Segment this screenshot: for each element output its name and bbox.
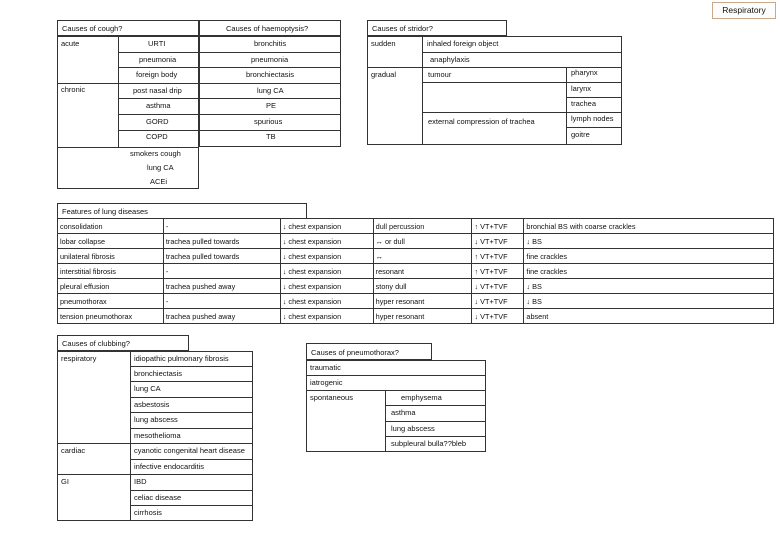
- haemoptysis-item: TB: [266, 132, 276, 141]
- lung-table-cell: hyper resonant: [373, 309, 472, 324]
- cough-item: asthma: [146, 101, 171, 110]
- lung-table-cell: consolidation: [58, 219, 164, 234]
- stridor-sudden-label: sudden: [371, 39, 396, 48]
- stridor-larynx: larynx: [571, 84, 592, 93]
- lung-table-cell: ↑ VT+TVF: [472, 249, 524, 264]
- haemoptysis-item: pneumonia: [251, 55, 289, 64]
- lung-table-cell: fine crackles: [524, 264, 774, 279]
- lung-table-row: [58, 234, 774, 249]
- lung-table-cell: ↓ BS: [524, 279, 774, 294]
- cough-item: post nasal drip: [133, 86, 182, 95]
- lung-table-cell: trachea pushed away: [163, 279, 280, 294]
- pneumothorax-spontaneous: spontaneous: [310, 393, 353, 402]
- stridor-trachea: trachea: [571, 99, 597, 108]
- haemoptysis-item: PE: [266, 101, 277, 110]
- lung-table-cell: ↓ chest expansion: [280, 279, 373, 294]
- cough-item: ACEi: [150, 177, 168, 186]
- clubbing-item: lung abscess: [134, 415, 178, 424]
- lung-table-cell: ↓ chest expansion: [280, 249, 373, 264]
- pneumothorax-title: Causes of pneumothorax?: [311, 348, 399, 357]
- lung-table-cell: ↓ BS: [524, 234, 774, 249]
- lung-table-cell: trachea pulled towards: [163, 249, 280, 264]
- stridor-lymph: lymph nodes: [571, 114, 614, 123]
- cough-acute-label: acute: [61, 39, 80, 48]
- lung-table-row: [58, 279, 774, 294]
- cough-item: URTI: [148, 39, 166, 48]
- stridor-inhaled: inhaled foreign object: [427, 39, 499, 48]
- lung-table-cell: ↔: [373, 249, 472, 264]
- cough-item: lung CA: [147, 163, 174, 172]
- pneumothorax-item: subpleural bulla??bleb: [391, 439, 467, 448]
- lung-table-cell: -: [163, 294, 280, 309]
- clubbing-item: infective endocarditis: [134, 462, 205, 471]
- stridor-anaphylaxis: anaphylaxis: [430, 55, 470, 64]
- clubbing-respiratory-label: respiratory: [61, 354, 97, 363]
- cough-item: COPD: [146, 132, 168, 141]
- haemoptysis-title: Causes of haemoptysis?: [226, 24, 309, 33]
- clubbing-item: asbestosis: [134, 400, 170, 409]
- pneumothorax-item: asthma: [391, 408, 416, 417]
- clubbing-item: IBD: [134, 477, 147, 486]
- pneumothorax-traumatic: traumatic: [310, 363, 341, 372]
- lung-table-cell: ↓ chest expansion: [280, 219, 373, 234]
- lung-table-cell: interstitial fibrosis: [58, 264, 164, 279]
- lung-table-cell: dull percussion: [373, 219, 472, 234]
- lung-table-cell: ↓ chest expansion: [280, 294, 373, 309]
- lung-table-row: [58, 294, 774, 309]
- lung-table-row: [58, 309, 774, 324]
- lung-table-row: [58, 264, 774, 279]
- pneumothorax-item: emphysema: [401, 393, 442, 402]
- respiratory-badge[interactable]: Respiratory: [712, 2, 776, 19]
- stridor-tumour: tumour: [428, 70, 452, 79]
- lung-table-cell: tension pneumothorax: [58, 309, 164, 324]
- lung-title: Features of lung diseases: [62, 207, 148, 216]
- clubbing-item: lung CA: [134, 384, 161, 393]
- lung-table-cell: ↓ VT+TVF: [472, 279, 524, 294]
- lung-table-row: [58, 219, 774, 234]
- lung-table-row: [58, 249, 774, 264]
- cough-item: smokers cough: [130, 149, 181, 158]
- lung-table-cell: ↓ VT+TVF: [472, 234, 524, 249]
- stridor-external: external compression of trachea: [428, 117, 535, 126]
- haemoptysis-item: bronchitis: [254, 39, 287, 48]
- lung-table-cell: ↑ VT+TVF: [472, 264, 524, 279]
- lung-table-cell: trachea pulled towards: [163, 234, 280, 249]
- stridor-gradual-label: gradual: [371, 70, 397, 79]
- stridor-goitre: goitre: [571, 130, 590, 139]
- clubbing-item: mesothelioma: [134, 431, 181, 440]
- lung-table-cell: bronchial BS with coarse crackles: [524, 219, 774, 234]
- haemoptysis-item: spurious: [254, 117, 283, 126]
- clubbing-item: cirrhosis: [134, 508, 162, 517]
- cough-item: foreign body: [136, 70, 178, 79]
- cough-item: pneumonia: [139, 55, 177, 64]
- haemoptysis-item: lung CA: [257, 86, 284, 95]
- lung-table-cell: ↓ chest expansion: [280, 234, 373, 249]
- lung-table-cell: ↓ chest expansion: [280, 264, 373, 279]
- lung-table-cell: trachea pushed away: [163, 309, 280, 324]
- lung-table-cell: absent: [524, 309, 774, 324]
- lung-table-cell: unilateral fibrosis: [58, 249, 164, 264]
- lung-table: [57, 218, 774, 324]
- pneumothorax-item: lung abscess: [391, 424, 435, 433]
- clubbing-item: bronchiectasis: [134, 369, 182, 378]
- lung-table-cell: stony dull: [373, 279, 472, 294]
- lung-table-cell: resonant: [373, 264, 472, 279]
- clubbing-item: idiopathic pulmonary fibrosis: [134, 354, 229, 363]
- clubbing-item: cyanotic congenital heart disease: [134, 446, 245, 455]
- cough-item: GORD: [146, 117, 169, 126]
- stridor-title: Causes of stridor?: [372, 24, 433, 33]
- lung-table-cell: hyper resonant: [373, 294, 472, 309]
- clubbing-item: celiac disease: [134, 493, 182, 502]
- pneumothorax-iatrogenic: iatrogenic: [310, 378, 343, 387]
- clubbing-gi-label: GI: [61, 477, 69, 486]
- lung-table-cell: ↓ VT+TVF: [472, 309, 524, 324]
- lung-table-cell: ↓ chest expansion: [280, 309, 373, 324]
- clubbing-title: Causes of clubbing?: [62, 339, 130, 348]
- lung-table-cell: pneumothorax: [58, 294, 164, 309]
- lung-table-cell: ↔ or dull: [373, 234, 472, 249]
- lung-table-cell: -: [163, 264, 280, 279]
- lung-table-cell: -: [163, 219, 280, 234]
- lung-table-cell: pleural effusion: [58, 279, 164, 294]
- lung-table-cell: fine crackles: [524, 249, 774, 264]
- stridor-pharynx: pharynx: [571, 68, 598, 77]
- lung-table-cell: lobar collapse: [58, 234, 164, 249]
- cough-chronic-label: chronic: [61, 85, 86, 94]
- lung-table-cell: ↓ BS: [524, 294, 774, 309]
- lung-table-cell: ↑ VT+TVF: [472, 219, 524, 234]
- cough-title: Causes of cough?: [62, 24, 123, 33]
- clubbing-cardiac-label: cardiac: [61, 446, 86, 455]
- haemoptysis-item: bronchiectasis: [246, 70, 294, 79]
- lung-table-cell: ↓ VT+TVF: [472, 294, 524, 309]
